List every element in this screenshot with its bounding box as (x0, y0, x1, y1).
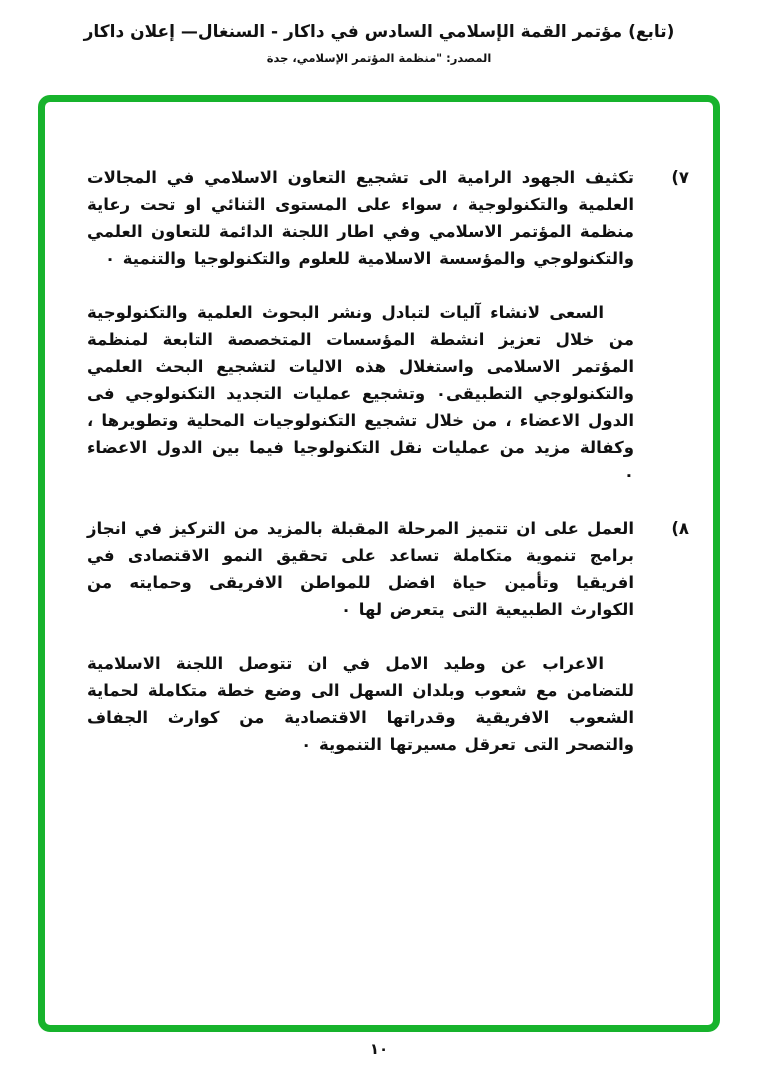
item-text: تكثيف الجهود الرامية الى تشجيع التعاون الاسلامي في المجالات العلمية والتكنولوجية ، سواء على المستوى الثنائي او تحت رعاية منظمة المؤتمر الاسلامي وفي اطار اللجنة الدائمة للتعاون العلمي والتكنولوجي والمؤسسة الاسلامية للعلوم والتكنولوجيا والتنمية ٠ (87, 168, 634, 268)
content-border-box (38, 95, 720, 1032)
item-text: العمل على ان تتميز المرحلة المقبلة بالمزيد من التركيز في انجاز برامج تنموية متكاملة تساعد على تحقيق النمو الاقتصادى في افريقيا وتأمين حياة افضل للمواطن الافريقى وحمايته من الكوارث الطبيعية التى يتعرض لها ٠ (87, 519, 634, 619)
item-number: ٨) (671, 519, 689, 538)
document-header (0, 22, 758, 65)
header-title: (تابع) مؤتمر القمة الإسلامي السادس في داكار - السنغال— إعلان داكار (83, 22, 675, 42)
item-number: ٧) (671, 168, 689, 187)
document-body (45, 102, 713, 758)
page-number: ١٠ (369, 1040, 389, 1058)
paragraph: الاعراب عن وطيد الامل في ان تتوصل اللجنة الاسلامية للتضامن مع شعوب وبلدان السهل الى وضع خطة متكاملة لحماية الشعوب الافريقية وقدراتها الاقتصادية من كوارث الجفاف والتصحر التى تعرقل مسيرتها التنموية ٠ (87, 654, 634, 754)
list-item-7 (87, 164, 689, 272)
list-item-8 (87, 515, 689, 623)
header-source: المصدر: "منظمة المؤتمر الإسلامي، جدة (266, 51, 492, 65)
paragraph: السعى لانشاء آليات لتبادل ونشر البحوث العلمية والتكنولوجية من خلال تعزيز انشطة المؤسسات المتخصصة التابعة لمنظمة المؤتمر الاسلامى واستغلال هذه الاليات لتشجيع البحث العلمي والتكنولوجي التطبيقى٠ وتشجيع عمليات التجديد التكنولوجي فى الدول الاعضاء ، من خلال تشجيع التكنولوجيات المحلية وتطويرها ، وكفالة مزيد من عمليات نقل التكنولوجيا فيما بين الدول الاعضاء ٠ (87, 303, 635, 484)
